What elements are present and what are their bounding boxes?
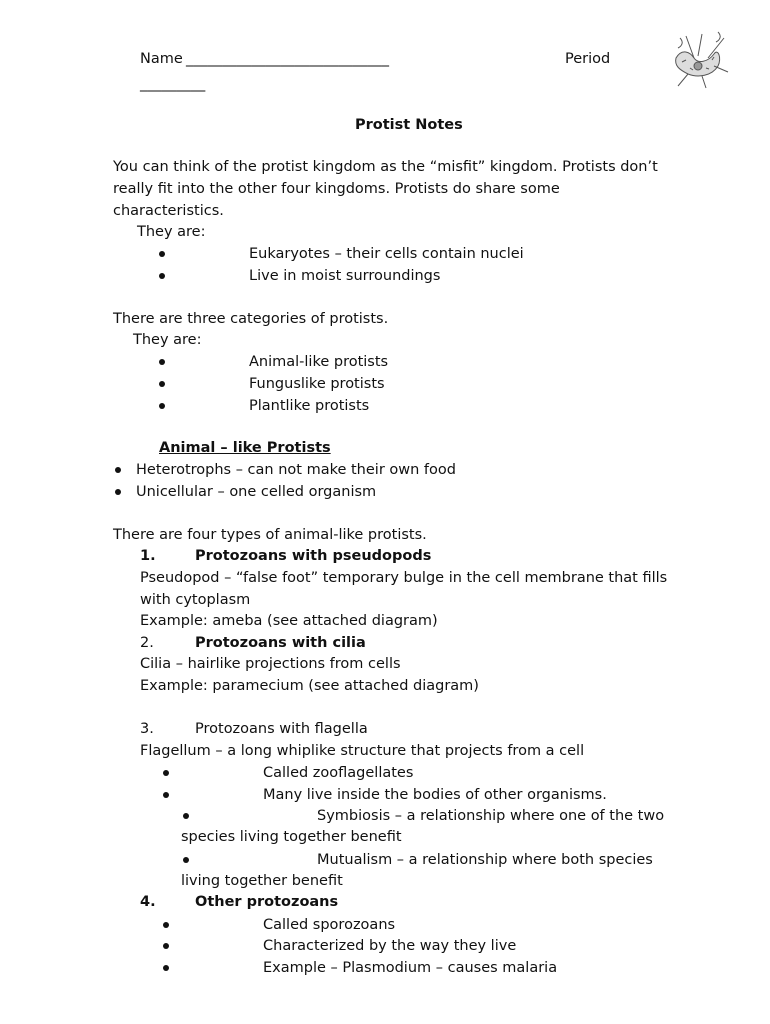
type-2-example: Example: paramecium (see attached diagram) xyxy=(140,678,479,694)
intro-line-1: You can think of the protist kingdom as the “misfit” kingdom. Protists don’t xyxy=(113,159,658,175)
bullet-icon xyxy=(163,792,169,798)
protist-illustration-icon xyxy=(668,28,730,90)
categories-they-are: They are: xyxy=(133,332,202,348)
type-4-number: 4. xyxy=(140,894,156,910)
bullet-icon xyxy=(159,403,165,409)
type-4-title: Other protozoans xyxy=(195,894,339,910)
intro-bullet-1: Eukaryotes – their cells contain nuclei xyxy=(249,246,524,262)
category-bullet-1: Animal-like protists xyxy=(249,354,389,370)
type-3-sub-1b: species living together benefit xyxy=(181,829,402,845)
bullet-icon xyxy=(183,813,189,819)
name-blank: ____________________________ xyxy=(186,51,389,67)
type-2-number: 2. xyxy=(140,635,154,651)
category-bullet-3: Plantlike protists xyxy=(249,398,370,414)
animal-like-heading: Animal – like Protists xyxy=(159,440,331,456)
bullet-icon xyxy=(159,273,165,279)
type-2-line-1: Cilia – hairlike projections from cells xyxy=(140,656,401,672)
period-blank: _________ xyxy=(140,76,206,92)
bullet-icon xyxy=(163,943,169,949)
type-3-sub-1a: Symbiosis – a relationship where one of the two xyxy=(317,808,665,824)
bullet-icon xyxy=(115,467,121,473)
type-1-title: Protozoans with pseudopods xyxy=(195,548,432,564)
type-3-bullet-1: Called zooflagellates xyxy=(263,765,414,781)
type-3-bullet-2: Many live inside the bodies of other organisms. xyxy=(263,787,607,803)
bullet-icon xyxy=(163,922,169,928)
type-1-line-1: Pseudopod – “false foot” temporary bulge in the cell membrane that fills xyxy=(140,570,668,586)
period-label: Period xyxy=(565,51,611,67)
category-bullet-2: Funguslike protists xyxy=(249,376,385,392)
type-3-number: 3. xyxy=(140,721,154,737)
intro-line-2: really fit into the other four kingdoms. Protists do share some xyxy=(113,181,560,197)
bullet-icon xyxy=(159,359,165,365)
animal-like-bullet-2: Unicellular – one celled organism xyxy=(136,484,377,500)
intro-line-3: characteristics. xyxy=(113,203,224,219)
bullet-icon xyxy=(159,381,165,387)
type-1-example: Example: ameba (see attached diagram) xyxy=(140,613,438,629)
type-3-line-1: Flagellum – a long whiplike structure that projects from a cell xyxy=(140,743,585,759)
bullet-icon xyxy=(159,251,165,257)
page-title: Protist Notes xyxy=(355,117,463,133)
type-4-bullet-3: Example – Plasmodium – causes malaria xyxy=(263,960,558,976)
intro-they-are: They are: xyxy=(137,224,206,240)
type-4-bullet-2: Characterized by the way they live xyxy=(263,938,517,954)
type-1-line-2: with cytoplasm xyxy=(140,592,251,608)
bullet-icon xyxy=(163,770,169,776)
type-3-sub-2b: living together benefit xyxy=(181,873,343,889)
bullet-icon xyxy=(115,489,121,495)
intro-bullet-2: Live in moist surroundings xyxy=(249,268,441,284)
bullet-icon xyxy=(163,965,169,971)
animal-like-bullet-1: Heterotrophs – can not make their own food xyxy=(136,462,456,478)
types-intro: There are four types of animal-like protists. xyxy=(113,527,427,543)
type-3-sub-2a: Mutualism – a relationship where both species xyxy=(317,852,653,868)
type-1-number: 1. xyxy=(140,548,156,564)
bullet-icon xyxy=(183,857,189,863)
name-label: Name xyxy=(140,51,183,67)
type-2-title: Protozoans with cilia xyxy=(195,635,366,651)
type-3-title: Protozoans with flagella xyxy=(195,721,368,737)
categories-intro: There are three categories of protists. xyxy=(113,311,389,327)
type-4-bullet-1: Called sporozoans xyxy=(263,917,396,933)
